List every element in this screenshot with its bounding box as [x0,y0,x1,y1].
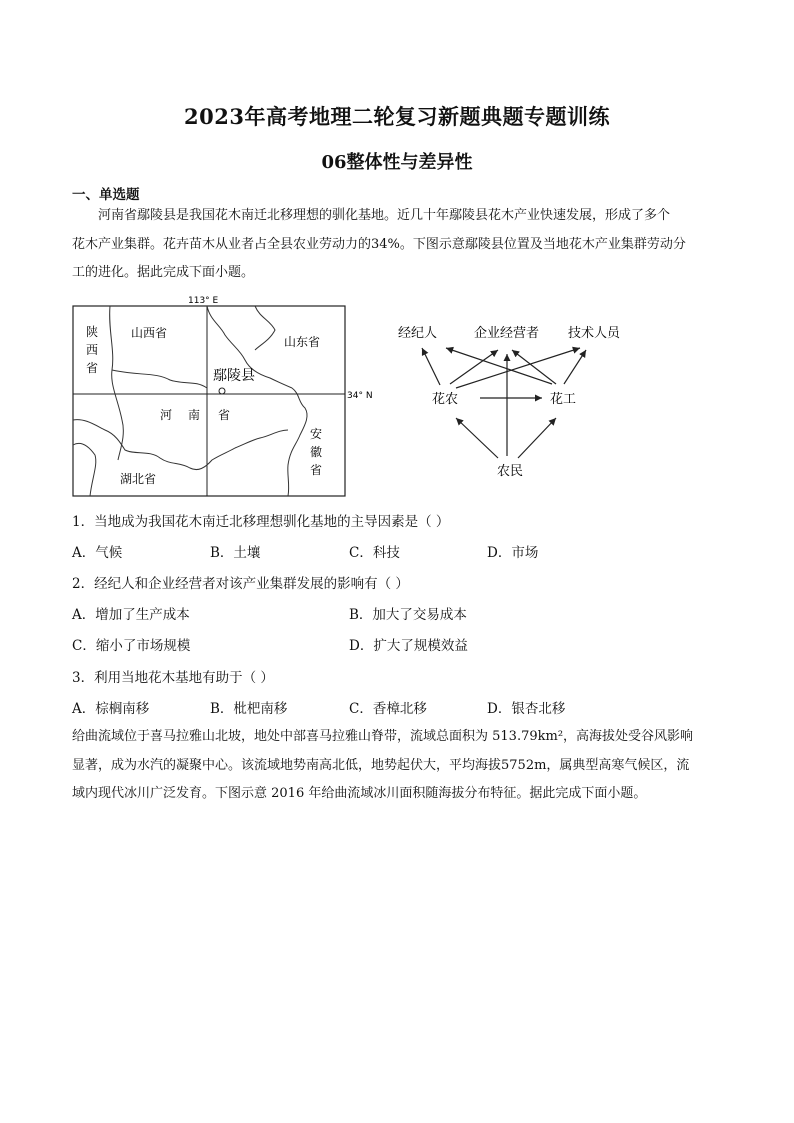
page-title: 2023年高考地理二轮复习新题典题专题训练 [184,104,610,129]
label-anhui-2: 徽 [310,445,323,459]
arrow [446,348,552,384]
question-1-stem: 1．当地成为我国花木南迁北移理想驯化基地的主导因素是（ ） [72,514,450,530]
county-marker [219,388,225,394]
q1-option-b[interactable]: B．土壤 [210,545,261,561]
county-label: 鄢陵县 [213,368,255,384]
node-flower-worker: 花工 [550,392,577,407]
label-hubei: 湖北省 [120,472,157,486]
node-technician: 技术人员 [568,326,621,341]
label-anhui-1: 安 [310,427,323,441]
question-3-stem: 3．利用当地花木基地有助于（ ） [72,670,274,686]
arrow [456,418,498,458]
label-henan-1: 河 [160,408,173,422]
passage-2 [72,723,722,809]
arrow [422,348,440,385]
q1-option-c[interactable]: C．科技 [349,545,400,561]
arrow [512,350,556,384]
label-henan-2: 南 [188,408,201,422]
q2-option-b[interactable]: B．加大了交易成本 [349,607,467,623]
q1-option-a[interactable]: A．气候 [72,545,123,561]
page-subtitle: 06整体性与差异性 [321,152,473,173]
passage-line: 域内现代冰川广泛发育。下图示意 2016 年给曲流域冰川面积随海拔分布特征。据此完成下面小题。 [72,786,647,801]
latitude-label: 34° N [347,391,373,401]
q3-option-a[interactable]: A．棕榈南移 [72,701,150,717]
arrow [450,350,498,384]
q3-option-c[interactable]: C．香樟北移 [349,701,427,717]
label-anhui-3: 省 [310,463,323,477]
arrow [564,350,586,384]
node-broker: 经纪人 [398,326,438,341]
label-shaanxi-3: 省 [86,361,99,375]
question-2-stem: 2．经纪人和企业经营者对该产业集群发展的影响有（ ） [72,576,409,592]
q2-option-d[interactable]: D．扩大了规模效益 [349,638,468,654]
passage-1 [72,202,722,288]
location-map [60,290,390,505]
q1-option-d[interactable]: D．市场 [487,545,539,561]
passage-line: 给曲流域位于喜马拉雅山北坡，地处中部喜马拉雅山脊带，流域总面积为 513.79km²，高海拔处受谷风影响 [72,729,694,744]
label-shaanxi-1: 陕 [86,325,99,339]
labor-division-diagram [390,310,650,485]
node-farmer: 农民 [497,464,524,479]
passage-line: 河南省鄢陵县是我国花木南迁北移理想的驯化基地。近几十年鄢陵县花木产业快速发展，形成了多个 [98,208,671,223]
passage-line: 花木产业集群。花卉苗木从业者占全县农业劳动力的34%。下图示意鄢陵县位置及当地花木产业集群劳动分 [72,236,686,252]
longitude-label: 113° E [188,296,219,306]
passage-line: 工的进化。据此完成下面小题。 [72,265,255,280]
arrow [518,418,556,458]
q3-option-b[interactable]: B．枇杷南移 [210,701,288,717]
label-shaanxi-2: 西 [86,343,99,357]
section-heading: 一、单选题 [72,187,140,203]
label-shanxi: 山西省 [131,326,168,340]
passage-line: 显著，成为水汽的凝聚中心。该流域地势南高北低，地势起伏大，平均海拔5752m，属典型高寒气候区，流 [72,757,690,773]
label-henan-3: 省 [218,408,231,422]
q2-option-a[interactable]: A．增加了生产成本 [72,607,190,623]
q3-option-d[interactable]: D．银杏北移 [487,701,566,717]
label-shandong: 山东省 [284,335,321,349]
node-operator: 企业经营者 [474,326,540,341]
q2-option-c[interactable]: C．缩小了市场规模 [72,638,191,654]
node-flower-farmer: 花农 [432,392,459,407]
